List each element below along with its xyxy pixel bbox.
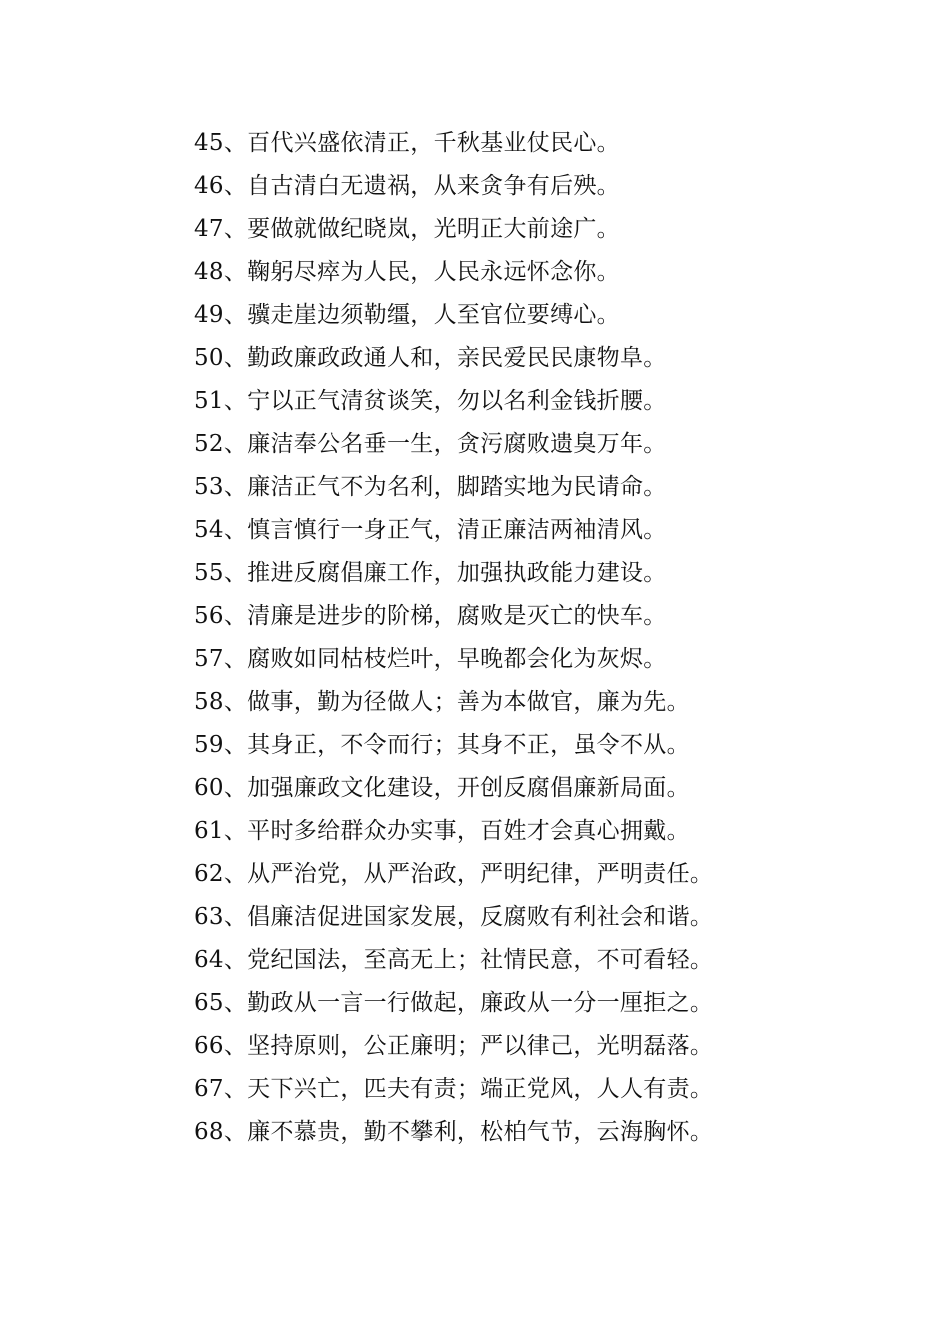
list-item: 53、廉洁正气不为名利，脚踏实地为民请命。 [194,474,667,500]
list-item: 58、做事，勤为径做人；善为本做官，廉为先。 [194,689,690,715]
list-item: 68、廉不慕贵，勤不攀利，松柏气节，云海胸怀。 [194,1119,714,1145]
list-item: 55、推进反腐倡廉工作，加强执政能力建设。 [194,560,667,586]
list-item: 62、从严治党，从严治政，严明纪律，严明责任。 [194,861,714,887]
list-item: 63、倡廉洁促进国家发展，反腐败有利社会和谐。 [194,904,714,930]
list-item: 54、慎言慎行一身正气，清正廉洁两袖清风。 [194,517,667,543]
list-item: 56、清廉是进步的阶梯，腐败是灭亡的快车。 [194,603,667,629]
list-item: 47、要做就做纪晓岚，光明正大前途广。 [194,216,620,242]
list-item: 65、勤政从一言一行做起，廉政从一分一厘拒之。 [194,990,714,1016]
list-item: 52、廉洁奉公名垂一生，贪污腐败遗臭万年。 [194,431,667,457]
list-item: 48、鞠躬尽瘁为人民，人民永远怀念你。 [194,259,620,285]
slogan-list [194,122,894,1154]
list-item: 50、勤政廉政政通人和，亲民爱民民康物阜。 [194,345,667,371]
list-item: 64、党纪国法，至高无上；社情民意，不可看轻。 [194,947,714,973]
list-item: 49、骥走崖边须勒缰，人至官位要缚心。 [194,302,620,328]
list-item: 61、平时多给群众办实事，百姓才会真心拥戴。 [194,818,690,844]
list-item: 66、坚持原则，公正廉明；严以律己，光明磊落。 [194,1033,714,1059]
list-item: 46、自古清白无遗祸，从来贪争有后殃。 [194,173,620,199]
list-item: 51、宁以正气清贫谈笑，勿以名利金钱折腰。 [194,388,667,414]
list-item: 57、腐败如同枯枝烂叶，早晚都会化为灰烬。 [194,646,667,672]
list-item: 67、天下兴亡，匹夫有责；端正党风，人人有责。 [194,1076,714,1102]
list-item: 60、加强廉政文化建设，开创反腐倡廉新局面。 [194,775,690,801]
list-item: 59、其身正，不令而行；其身不正，虽令不从。 [194,732,690,758]
list-item: 45、百代兴盛依清正，千秋基业仗民心。 [194,130,620,156]
